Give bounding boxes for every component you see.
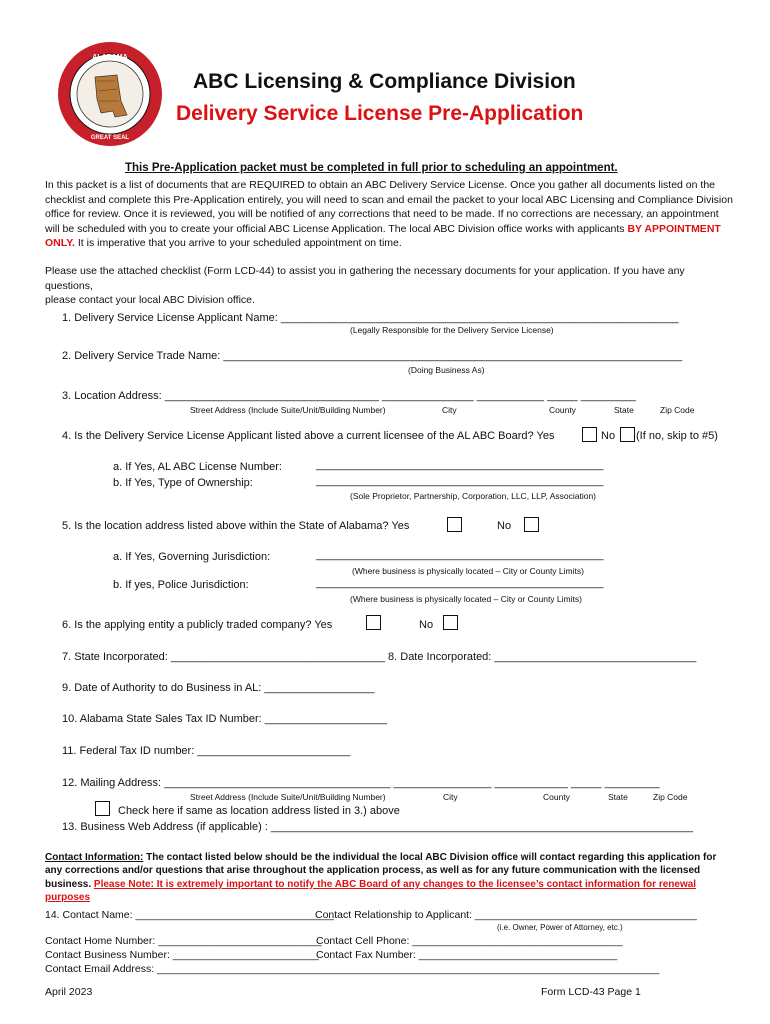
contact-fax-number-field[interactable]: Contact Fax Number: __________________________________ <box>316 949 618 961</box>
mailing-city-label: City <box>443 792 458 802</box>
q6-no-label: No <box>419 619 434 631</box>
current-licensee-question: 4. Is the Delivery Service License Applicant listed above a current licensee of the AL ABC Board? Yes <box>62 430 555 442</box>
within-alabama-question: 5. Is the location address listed above within the State of Alabama? Yes <box>62 520 410 532</box>
contact-email-field[interactable]: Contact Email Address: ______________________________________________________________________________________ <box>45 963 660 975</box>
county-label: County <box>549 405 576 415</box>
division-title: ABC Licensing & Compliance Division <box>193 70 576 93</box>
location-address-field[interactable]: 3. Location Address: ___________________________________ _______________ ___________ _____ _________ <box>62 390 636 402</box>
contact-information-paragraph: Contact Information: The contact listed below should be the individual the local ABC Division office will contact regarding this application for any corrections and/or questions that arise throughout the application process, as well as for any future communication with the licensed business. Please Note: It is extremely important to notify the ABC Board of any changes to the licensee’s contact information for renewal purposes <box>45 852 717 904</box>
police-jurisdiction-note: (Where business is physically located – City or County Limits) <box>350 594 582 604</box>
q5-no-label: No <box>497 520 512 532</box>
governing-jurisdiction-field[interactable]: _______________________________________________ <box>316 549 604 561</box>
q4-yes-checkbox[interactable] <box>582 427 597 442</box>
same-as-location-label: Check here if same as location address listed in 3.) above <box>118 805 400 817</box>
mailing-street-label: Street Address (Include Suite/Unit/Building Number) <box>190 792 386 802</box>
web-address-field[interactable]: 13. Business Web Address (if applicable) : _____________________________________________________________________ <box>62 821 694 833</box>
q5-yes-checkbox[interactable] <box>447 517 462 532</box>
sales-tax-id-field[interactable]: 10. Alabama State Sales Tax ID Number: ____________________ <box>62 713 388 725</box>
applicant-name-note: (Legally Responsible for the Delivery Service License) <box>350 325 554 335</box>
police-jurisdiction-field[interactable]: _______________________________________________ <box>316 577 604 589</box>
police-jurisdiction-label: b. If yes, Police Jurisdiction: <box>113 579 249 591</box>
same-as-location-checkbox[interactable] <box>95 801 110 816</box>
state-date-incorporated-fields[interactable]: 7. State Incorporated: ___________________________________ 8. Date Incorporated: _________________________________ <box>62 651 697 663</box>
trade-name-note: (Doing Business As) <box>408 365 485 375</box>
svg-text:GREAT SEAL: GREAT SEAL <box>90 135 130 141</box>
relationship-note: (i.e. Owner, Power of Attorney, etc.) <box>497 923 623 932</box>
mailing-county-label: County <box>543 792 570 802</box>
q6-no-checkbox[interactable] <box>443 615 458 630</box>
q4-no-checkbox[interactable] <box>620 427 635 442</box>
intro-heading: This Pre-Application packet must be completed in full prior to scheduling an appointment. <box>125 162 618 174</box>
q6-yes-checkbox[interactable] <box>366 615 381 630</box>
state-label: State <box>614 405 634 415</box>
federal-tax-id-field[interactable]: 11. Federal Tax ID number: _________________________ <box>62 745 351 757</box>
ownership-type-label: b. If Yes, Type of Ownership: <box>113 477 253 489</box>
ownership-type-field[interactable]: _______________________________________________ <box>316 475 604 487</box>
mailing-state-label: State <box>608 792 628 802</box>
license-number-label: a. If Yes, AL ABC License Number: <box>113 461 282 473</box>
license-number-field[interactable]: _______________________________________________ <box>316 459 604 471</box>
svg-text:ALABAMA: ALABAMA <box>92 54 128 61</box>
mailing-address-field[interactable]: 12. Mailing Address: _____________________________________ ________________ ____________ _____ _________ <box>62 777 660 789</box>
footer-form-page: Form LCD-43 Page 1 <box>541 986 641 998</box>
publicly-traded-question: 6. Is the applying entity a publicly traded company? Yes <box>62 619 333 631</box>
q5-no-checkbox[interactable] <box>524 517 539 532</box>
mailing-zip-label: Zip Code <box>653 792 688 802</box>
alabama-abc-seal-logo <box>57 41 163 147</box>
form-title: Delivery Service License Pre-Application <box>176 102 584 125</box>
contact-relationship-field[interactable]: Contact Relationship to Applicant: ______________________________________ <box>315 909 697 921</box>
governing-jurisdiction-label: a. If Yes, Governing Jurisdiction: <box>113 551 271 563</box>
date-of-authority-field[interactable]: 9. Date of Authority to do Business in AL: __________________ <box>62 682 375 694</box>
footer-date: April 2023 <box>45 986 93 998</box>
governing-jurisdiction-note: (Where business is physically located – City or County Limits) <box>352 566 584 576</box>
street-label: Street Address (Include Suite/Unit/Building Number) <box>190 405 386 415</box>
contact-business-number-field[interactable]: Contact Business Number: _________________________ <box>45 949 319 961</box>
city-label: City <box>442 405 457 415</box>
contact-home-number-field[interactable]: Contact Home Number: ____________________________ <box>45 935 322 947</box>
intro-paragraph-1: In this packet is a list of documents that are REQUIRED to obtain an ABC Delivery Service License. Once you gather all documents listed on the checklist and complete this Pre-Application entirely, you will need to scan and email the packet to your local ABC Licensing and Compliance Division office for review. Once it is reviewed, you will be notified of any corrections that need to be made. If no corrections are necessary, an appointment will be scheduled with you to create your official ABC License Application. The local ABC Division office works with applicants BY APPOINTMENT ONLY. It is imperative that you arrive to your scheduled appointment on time. <box>45 179 733 250</box>
applicant-name-field[interactable]: 1. Delivery Service License Applicant Name: _________________________________________________________________ <box>62 312 679 324</box>
zip-label: Zip Code <box>660 405 695 415</box>
q4-no-label: No <box>601 430 616 442</box>
contact-cell-phone-field[interactable]: Contact Cell Phone: ____________________________________ <box>316 935 623 947</box>
q4-skip-note: (If no, skip to #5) <box>636 430 718 442</box>
contact-name-field[interactable]: 14. Contact Name: __________________________________ <box>45 909 335 921</box>
ownership-type-note: (Sole Proprietor, Partnership, Corporation, LLC, LLP, Association) <box>350 491 597 501</box>
intro-paragraph-2: Please use the attached checklist (Form LCD-44) to assist you in gathering the necessary documents for your application. If you have any questions, please contact your local ABC Division office. <box>45 265 685 307</box>
trade-name-field[interactable]: 2. Delivery Service Trade Name: ___________________________________________________________________________ <box>62 350 683 362</box>
